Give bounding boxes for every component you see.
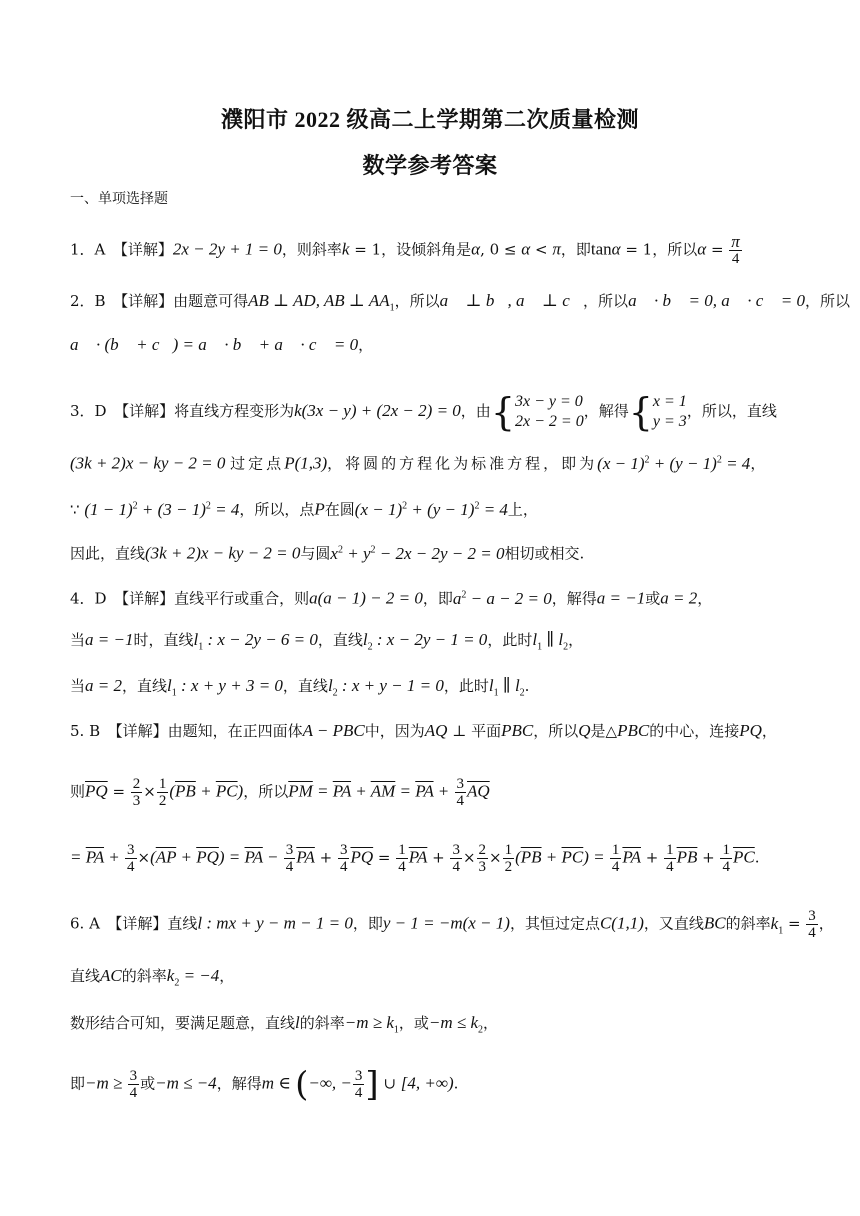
q5-answer-line3: = $\overline{PA}$ + $\frac{3}{4}$ $\times(\overline{AP} + \overline{PQ}) = \overline{PA}$ − $\frac{3}{4}$ $\overline{PA}$ + $\frac{3}{4}$ $\overline{PQ}$ = $\frac{1}{4}$ $\overline{PA}$ + $\frac{3}{4}$ × $\frac{2}{3}$ × $\frac{1}{2}$ $(\overline{PB} + \overline{PC})$ = $\frac{1}{4}$ $\overline{PA}$ + $\frac{1}{4}$ $\overline{PB}$ + $\frac{1}{4}$ $\overline{PC}$.: [70, 842, 760, 875]
q5-answer-line1: 5. B 【详解】由题知，在正四面体A − PBC中，因为AQ ⊥ 平面PBC，所以Q是△PBC的中心，连接PQ，: [70, 721, 777, 740]
q2-answer-line1: 2．B 【详解】由题意可得AB ⊥ AD, AB ⊥ $AA_1$，所以a⃗ ⊥ b⃗, a⃗ ⊥ c⃗，所以a⃗ · b⃗ = 0, a⃗ · c⃗ = 0，所以: [70, 291, 850, 314]
section-heading: 一、单项选择题: [70, 191, 168, 207]
q3-answer-line1: 3．D 【详解】将直线方程变形为k(3x − y) + (2x − 2) = 0，由 { 3x − y = 0 2x − 2 = 0 ，解得 { x = 1 y = 3 ，所以，直线: [70, 390, 777, 434]
q6-answer-line3: 数形结合可知，要满足题意，直线l的斜率$-m \ge k_1$，或$-m \le k_2$，: [70, 1013, 499, 1036]
q6-answer-line4: 即−m ≥ $\frac{3}{4}$ 或−m ≤ −4，解得m ∈ (−∞, − $\frac{3}{4}$ ] ∪ [4, +∞).: [70, 1064, 459, 1105]
page-title: 濮阳市 2022 级高二上学期第二次质量检测: [220, 107, 639, 132]
q5-answer-line2: 则$\overline{PQ}$ = $\frac{2}{3}$ × $\frac{1}{2}$ $(\overline{PB} + \overline{PC})$，所以$\overline{PM} = \overline{PA} + \overline{AM} = \overline{PA}$ + $\frac{3}{4}$ $\overline{AQ}$: [70, 776, 490, 809]
q6-answer-line2: 直线AC的斜率$k_2 = -4$，: [70, 966, 235, 989]
q6-answer-line1: 6. A 【详解】直线l : mx + y − m − 1 = 0，即y − 1 = −m(x − 1)，其恒过定点C(1,1)，又直线BC的斜率$k_1$ = $\frac{3}{4}$ ，: [70, 908, 834, 941]
page-subtitle: 数学参考答案: [362, 153, 498, 178]
q3-answer-line4: 因此，直线(3k + 2)x − ky − 2 = 0与圆$x^2 + y^2 - 2x - 2y - 2 = 0$相切或相交.: [70, 543, 585, 563]
q4-answer-line1: 4．D 【详解】直线平行或重合，则a(a − 1) − 2 = 0，即$a^2 - a - 2 = 0$，解得a = −1或a = 2，: [70, 588, 713, 608]
q3-answer-line3: ∵ $(1 - 1)^2 + (3 - 1)^2 = 4$，所以，点P在圆$(x - 1)^2 + (y - 1)^2 = 4$上，: [70, 499, 538, 519]
q4-answer-line2: 当a = −1时，直线$l_1$ : x − 2y − 6 = 0，直线$l_2$ : x − 2y − 1 = 0，此时$l_1$ ∥ $l_2$，: [70, 630, 584, 653]
q3-answer-line2: (3k + 2)x − ky − 2 = 0 过定点P(1,3)，将圆的方程化为标准方程，即为$(x - 1)^2 + (y - 1)^2 = 4$，: [70, 453, 766, 473]
q2-answer-line2: a⃗ · (b⃗ + c⃗) = a⃗ · b⃗ + a⃗ · c⃗ = 0，: [70, 335, 374, 354]
q4-answer-line3: 当a = 2，直线$l_1$ : x + y + 3 = 0，直线$l_2$ : x + y − 1 = 0，此时$l_1$ ∥ $l_2$.: [70, 676, 530, 699]
q1-answer: 1．A 【详解】2x − 2y + 1 = 0，则斜率k = 1，设倾斜角是α, 0 ≤ α < π，即tanα = 1，所以α = $\frac{\pi}{4}$: [70, 232, 740, 267]
